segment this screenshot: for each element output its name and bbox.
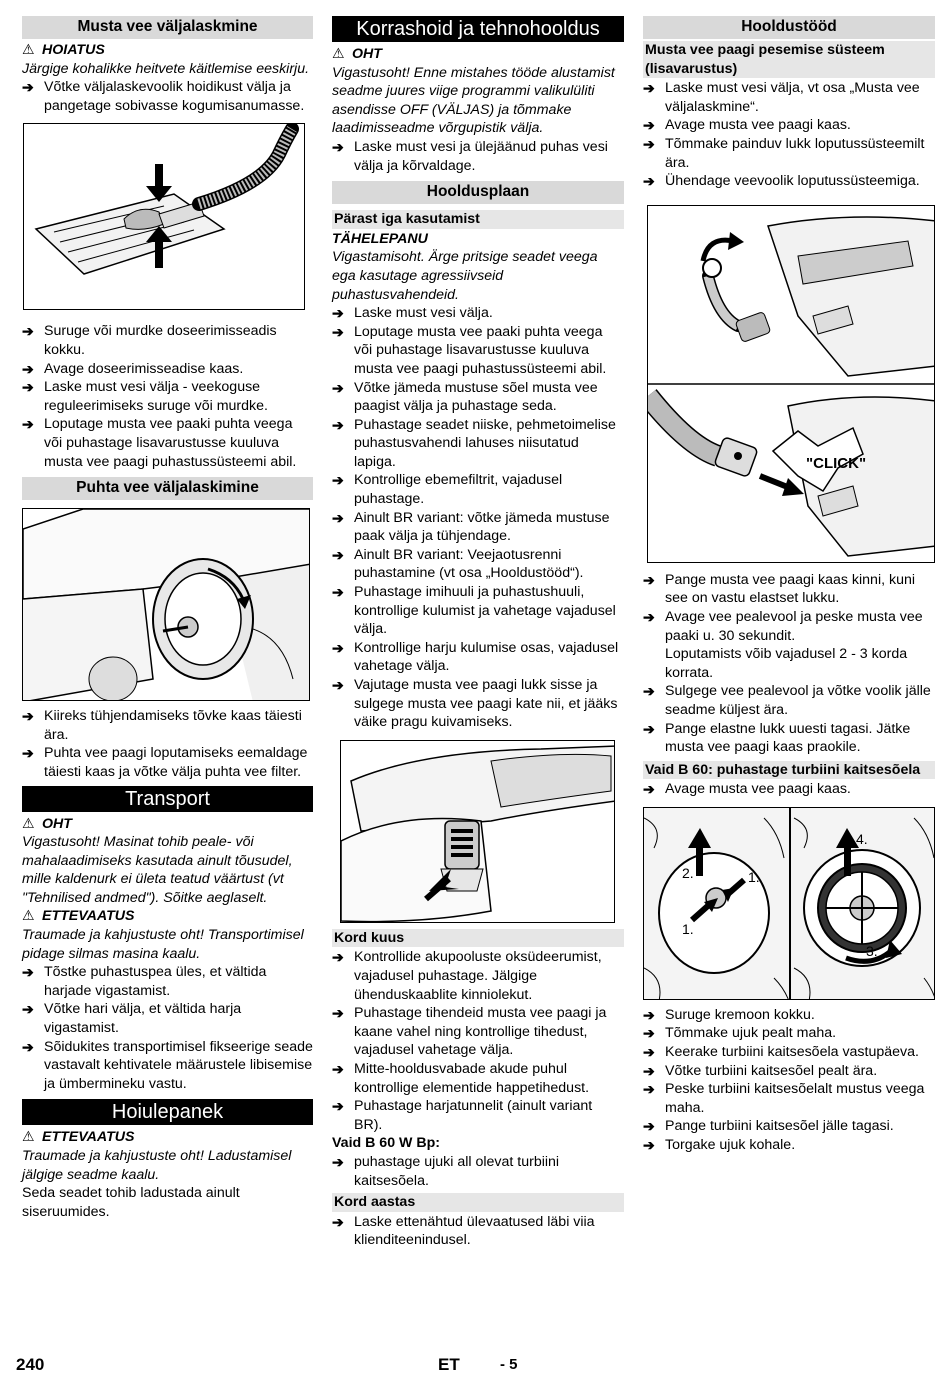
warning-text: Järgige kohalikke heitvete käitlemise eeskirju. bbox=[22, 60, 310, 77]
warning-triangle-icon: ⚠ bbox=[22, 815, 35, 832]
list-item: ➔ Laske must vesi välja - veekoguse reguleerimiseks suruge või murdke. bbox=[22, 378, 313, 415]
heading-after-each-use: Pärast iga kasutamist bbox=[332, 210, 624, 229]
list-item: ➔ Tõstke puhastuspea üles, et vältida harjade vigastamist. bbox=[22, 963, 313, 1000]
list-item: ➔ Laske ettenähtud ülevaatused läbi viia klienditeenindusel. bbox=[332, 1213, 624, 1250]
heading-yearly: Kord aastas bbox=[332, 1193, 624, 1212]
list-item: ➔ Loputage musta vee paaki puhta veega või puhastage lisavarustusse kuuluva musta vee paagi puhastussüsteemi abil. bbox=[22, 415, 313, 471]
turbine-screen-figure bbox=[643, 807, 935, 1000]
list-item: ➔ Kontrollige harju kulumise osas, vajadusel vahetage välja. bbox=[332, 639, 624, 676]
warning-label: ⚠ OHT bbox=[332, 46, 382, 62]
list-item: ➔ Võtke väljalaskevoolik hoidikust välja ja pangetage sobivasse kogumisanumasse. bbox=[22, 78, 313, 115]
warning-label: ⚠ ETTEVAATUS bbox=[22, 1129, 135, 1146]
list-item: ➔ Avage doseerimisseadise kaas. bbox=[22, 360, 313, 379]
list-item: ➔ Pange turbiini kaitsesõel jälle tagasi. bbox=[643, 1117, 935, 1136]
warning-label: ⚠ ETTEVAATUS bbox=[22, 908, 135, 925]
list-item: ➔ Avage musta vee paagi kaas. bbox=[643, 116, 935, 135]
list-item: ➔ Laske must vesi välja. bbox=[332, 304, 624, 323]
figure-step-label: 1. bbox=[748, 868, 760, 885]
page-number: 240 bbox=[16, 1355, 45, 1374]
language-code: ET bbox=[438, 1355, 460, 1374]
list-item: ➔ Võtke turbiini kaitsesõel pealt ära. bbox=[643, 1062, 935, 1081]
figure-step-label: 3. bbox=[866, 942, 878, 959]
warning-label: ⚠ HOIATUS bbox=[22, 42, 105, 58]
list-item: ➔ Ainult BR variant: võtke jämeda mustuse paak välja ja tühjendage. bbox=[332, 509, 624, 546]
list-item: ➔ Loputage musta vee paaki puhta veega või puhastage lisavarustusse kuuluva musta vee paagi puhastussüsteemi abil. bbox=[332, 323, 624, 379]
list-item: ➔ Kontrollige ebemefiltrit, vajadusel puhastage. bbox=[332, 471, 624, 508]
warning-text: Vigastusoht! Masinat tohib peale- või mahalaadimiseks kasutada ainult tõusudel, mille kaldenurk ei ületa teatud väärtust (vt "Tehnilised andmed"). Sõitke aeglaselt. bbox=[22, 834, 293, 906]
heading-turbine-screen: Vaid B 60: puhastage turbiini kaitsesõela bbox=[643, 761, 935, 780]
column-left bbox=[22, 16, 313, 1221]
warning-triangle-icon: ⚠ bbox=[22, 42, 35, 58]
list-item: ➔ Pange elastne lukk uuesti tagasi. Jätke musta vee paagi kaas praokile. bbox=[643, 720, 935, 757]
list-item: ➔ Sõidukites transportimisel fikseerige seade vastavalt kehtivatele määrustele libisemise ja ümbermineku vastu. bbox=[22, 1038, 313, 1094]
heading-tank-wash-system: Musta vee paagi pesemise süsteem (lisavarustus) bbox=[643, 41, 935, 78]
list-item: ➔ Suruge või murdke doseerimisseadis kokku. bbox=[22, 322, 313, 359]
list-item: ➔ Tõmmake painduv lukk loputussüsteemilt ära. bbox=[643, 135, 935, 172]
column-right bbox=[643, 16, 935, 1155]
note-label: TÄHELEPANU bbox=[332, 230, 428, 247]
list-item: ➔ Suruge kremoon kokku. bbox=[643, 1006, 935, 1025]
warning-triangle-icon: ⚠ bbox=[22, 1129, 35, 1146]
column-middle bbox=[332, 16, 624, 1250]
body-text: Seda seadet tohib ladustada ainult siseruumides. bbox=[22, 1185, 240, 1220]
figure-step-label: 2. bbox=[682, 864, 694, 881]
warning-triangle-icon: ⚠ bbox=[22, 908, 35, 925]
heading-black-water-drain: Musta vee väljalaskmine bbox=[22, 16, 313, 39]
figure-step-label: 1. bbox=[682, 920, 694, 937]
list-item: ➔ Võtke hari välja, et vältida harja vigastamist. bbox=[22, 1000, 313, 1037]
sub-page-number: - 5 bbox=[500, 1356, 518, 1373]
heading-transport: Transport bbox=[22, 786, 313, 812]
list-item: ➔ Vajutage musta vee paagi lukk sisse ja sulgege musta vee paagi kate nii, et jääks väike pragu kuivamiseks. bbox=[332, 676, 624, 732]
heading-monthly: Kord kuus bbox=[332, 929, 624, 948]
figure-step-label: 4. bbox=[856, 830, 868, 847]
list-item: ➔ Kontrollide akupooluste oksüdeerumist, vajadusel puhastage. Jälgige ühenduskaablite kinniolekut. bbox=[332, 948, 624, 1004]
list-item: ➔ Mitte-hooldusvabade akude puhul kontrollige elementide happetihedust. bbox=[332, 1060, 624, 1097]
list-item: ➔ Laske must vesi välja, vt osa „Musta vee väljalaskmine“. bbox=[643, 79, 935, 116]
list-item: ➔ Peske turbiini kaitsesõelalt mustus veega maha. bbox=[643, 1080, 935, 1117]
list-item: ➔ Ainult BR variant: Veejaotusrenni puhastamine (vt osa „Hooldustööd“). bbox=[332, 546, 624, 583]
tank-latch-figure bbox=[340, 740, 615, 923]
heading-clean-water-drain: Puhta vee väljalaskimine bbox=[22, 477, 313, 500]
list-item: ➔ Võtke jämeda mustuse sõel musta vee paagist välja ja puhastage seda. bbox=[332, 379, 624, 416]
list-item: ➔ Pange musta vee paagi kaas kinni, kuni see on vastu elastset lukku. bbox=[643, 571, 935, 608]
list-item: ➔ Puhastage imihuuli ja puhastushuuli, kontrollige kulumist ja vahetage vajadusel välja. bbox=[332, 583, 624, 639]
list-item: ➔ Tõmmake ujuk pealt maha. bbox=[643, 1024, 935, 1043]
list-item: ➔ Laske must vesi ja ülejäänud puhas vesi välja ja kõrvaldage. bbox=[332, 138, 624, 175]
list-item: ➔ Avage musta vee paagi kaas. bbox=[643, 780, 935, 799]
list-item-continuation: Loputamists võib vajadusel 2 - 3 korda korrata. bbox=[665, 646, 908, 681]
wash-system-figure bbox=[647, 205, 935, 563]
click-label: "CLICK" bbox=[806, 454, 867, 472]
warning-triangle-icon: ⚠ bbox=[332, 46, 345, 62]
heading-b60-only: Vaid B 60 W Bp: bbox=[332, 1135, 440, 1152]
warning-text: Traumade ja kahjustuste oht! Transportimisel pidage silmas masina kaalu. bbox=[22, 927, 304, 962]
warning-text: Vigastusoht! Enne mistahes tööde alustamist seadme juures viige programmi valikulüliti asendisse OFF (VÄLJAS) ja tõmmake laadimisseadme võrgupistik välja. bbox=[332, 64, 615, 137]
list-item: ➔ Keerake turbiini kaitsesõela vastupäeva. bbox=[643, 1043, 935, 1062]
list-item: ➔ Ühendage veevoolik loputussüsteemiga. bbox=[643, 172, 935, 191]
heading-maintenance-plan: Hooldusplaan bbox=[332, 181, 624, 204]
list-item: ➔ Puhta vee paagi loputamiseks eemaldage täiesti kaas ja võtke välja puhta vee filter. bbox=[22, 744, 313, 781]
note-text: Vigastamisoht. Ärge pritsige seadet veega ega kasutage agressiivseid puhastusvahendeid. bbox=[332, 249, 598, 303]
list-item: ➔ Avage vee pealevool ja peske musta vee paaki u. 30 sekundit. bbox=[643, 608, 935, 645]
heading-maintenance-work: Hooldustööd bbox=[643, 16, 935, 39]
warning-label: ⚠ OHT bbox=[22, 815, 72, 832]
list-item: ➔ Sulgege vee pealevool ja võtke voolik jälle seadme küljest ära. bbox=[643, 682, 935, 719]
warning-text: Traumade ja kahjustuste oht! Ladustamisel jälgige seadme kaalu. bbox=[22, 1148, 292, 1183]
list-item: ➔ Torgake ujuk kohale. bbox=[643, 1136, 935, 1155]
list-item: ➔ Puhastage harjatunnelit (ainult variant BR). bbox=[332, 1097, 624, 1134]
list-item: ➔ Kiireks tühjendamiseks tõvke kaas täiesti ära. bbox=[22, 707, 313, 744]
heading-storage: Hoiulepanek bbox=[22, 1099, 313, 1125]
list-item: ➔ puhastage ujuki all olevat turbiini kaitsesõela. bbox=[332, 1153, 624, 1190]
heading-care-maintenance: Korrashoid ja tehnohooldus bbox=[332, 16, 624, 42]
drain-hose-figure bbox=[23, 123, 305, 310]
clean-water-cap-figure bbox=[22, 508, 310, 701]
list-item: ➔ Puhastage seadet niiske, pehmetoimelise puhastusvahendi lahuses niisutatud lapiga. bbox=[332, 416, 624, 472]
list-item: ➔ Puhastage tihendeid musta vee paagi ja kaane vahel ning kontrollige tihedust, vajadusel vahetage välja. bbox=[332, 1004, 624, 1060]
